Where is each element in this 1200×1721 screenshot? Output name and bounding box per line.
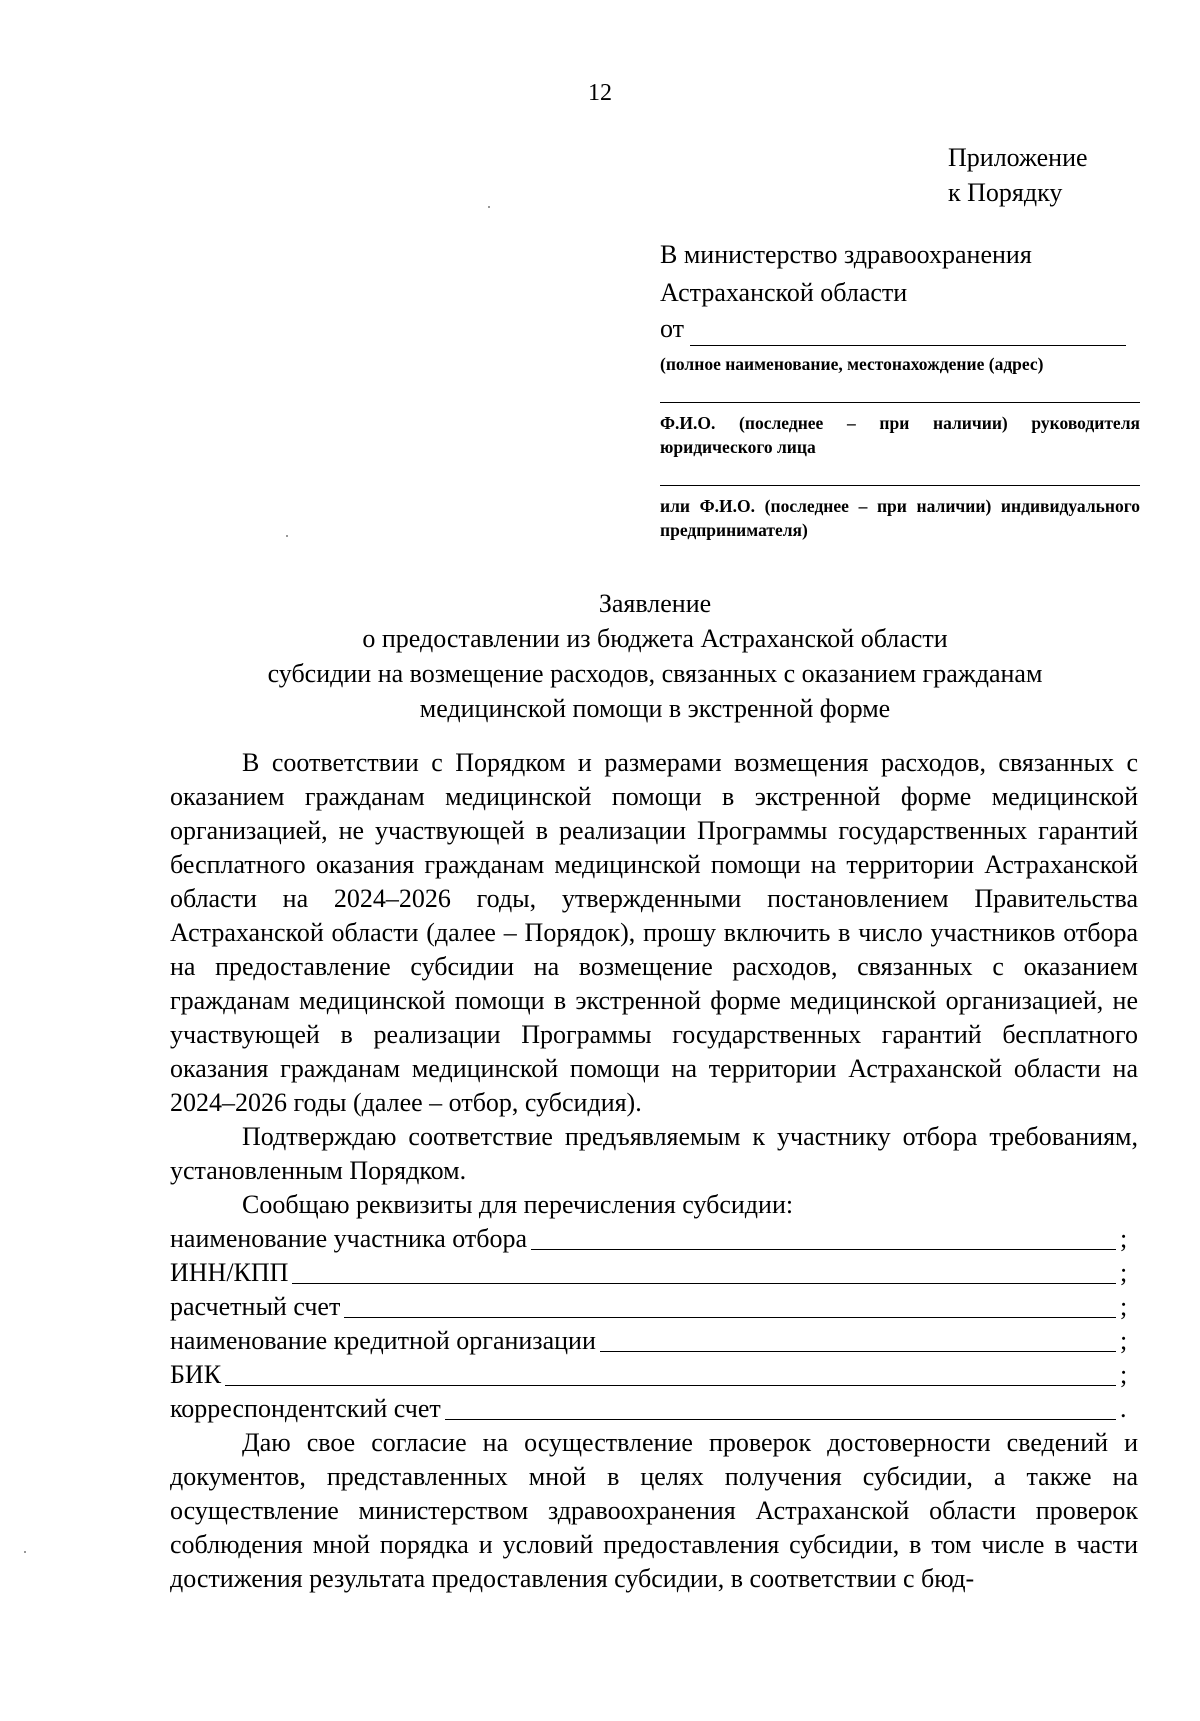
- requisite-label: наименование участника отбора: [170, 1224, 528, 1253]
- paragraph-consent: Даю свое согласие на осуществление проверок достоверности сведений и документов, представленных мной в целях получения субсидии, а также на осуществление министерством здравоохранения Астраханской области проверок соблюдения мной порядка и условий предоставления субсидии, в том числе в части достижения результата предоставления субсидии, в соответствии с бюд-: [170, 1428, 1138, 1593]
- requisite-blank-field[interactable]: [344, 1295, 1116, 1318]
- page-number: 12: [588, 80, 612, 106]
- requisite-label: БИК: [170, 1360, 222, 1389]
- requisite-end-mark: ;: [1120, 1258, 1128, 1287]
- caption-entrepreneur-name: или Ф.И.О. (последнее – при наличии) индивидуального предпринимателя): [660, 496, 1140, 540]
- from-row: [660, 312, 1140, 346]
- requisite-blank-field[interactable]: [292, 1261, 1116, 1284]
- requisite-credit-organization: [170, 1324, 1138, 1358]
- requisite-end-mark: ;: [1120, 1360, 1128, 1389]
- appendix-heading: [948, 140, 1088, 210]
- requisite-end-mark: ;: [1120, 1292, 1128, 1321]
- scan-speck: [24, 1551, 26, 1553]
- requisite-label: ИНН/КПП: [170, 1258, 289, 1287]
- requisite-end-mark: ;: [1120, 1326, 1128, 1355]
- requisite-blank-field[interactable]: [600, 1329, 1116, 1352]
- paragraph-requisites-intro: Сообщаю реквизиты для перечисления субсидии:: [242, 1190, 794, 1219]
- document-title: [170, 586, 1140, 726]
- title-line-3: субсидии на возмещение расходов, связанных с оказанием гражданам: [267, 659, 1043, 688]
- requisite-settlement-account: [170, 1290, 1138, 1324]
- requisite-blank-field[interactable]: [445, 1397, 1116, 1420]
- blank-line-entrepreneur[interactable]: [660, 485, 1140, 486]
- requisite-correspondent-account: [170, 1392, 1138, 1426]
- addressee-line-1: В министерство здравоохранения: [660, 240, 1032, 269]
- requisite-end-mark: ;: [1120, 1224, 1128, 1253]
- scan-speck: [286, 535, 288, 537]
- appendix-line-2: к Порядку: [948, 178, 1063, 207]
- paragraph-confirmation: Подтверждаю соответствие предъявляемым к участнику отбора требованиям, установленным Порядком.: [170, 1122, 1138, 1185]
- requisite-blank-field[interactable]: [531, 1227, 1116, 1250]
- from-blank-field[interactable]: [690, 321, 1126, 346]
- requisite-label: наименование кредитной организации: [170, 1326, 596, 1355]
- requisite-end-mark: .: [1120, 1394, 1127, 1423]
- document-body: [170, 746, 1138, 1596]
- requisite-label: корреспондентский счет: [170, 1394, 441, 1423]
- appendix-line-1: Приложение: [948, 143, 1088, 172]
- paragraph-request: В соответствии с Порядком и размерами возмещения расходов, связанных с оказанием гражданам медицинской помощи в экстренной форме медицинской организацией, не участвующей в реализации Программы государственных гарантий бесплатного оказания гражданам медицинской помощи на территории Астраханской области на 2024–2026 годы, утвержденными постановлением Правительства Астраханской области (далее – Порядок), прошу включить в число участников отбора на предоставление субсидии на возмещение расходов, связанных с оказанием гражданам медицинской помощи в экстренной форме медицинской организацией, не участвующей в реализации Программы государственных гарантий бесплатного оказания гражданам медицинской помощи на территории Астраханской области на 2024–2026 годы (далее – отбор, субсидия).: [170, 748, 1138, 1117]
- requisite-label: расчетный счет: [170, 1292, 341, 1321]
- caption-full-name-address: (полное наименование, местонахождение (адрес): [660, 354, 1044, 374]
- addressee-block: [660, 236, 1140, 542]
- requisite-bik: [170, 1358, 1138, 1392]
- title-line-4: медицинской помощи в экстренной форме: [419, 694, 891, 723]
- title-line-2: о предоставлении из бюджета Астраханской области: [362, 624, 948, 653]
- title-line-1: Заявление: [598, 589, 712, 618]
- from-label: от: [660, 314, 685, 343]
- addressee-line-2: Астраханской области: [660, 278, 908, 307]
- requisite-blank-field[interactable]: [225, 1363, 1116, 1386]
- requisite-participant-name: [170, 1222, 1138, 1256]
- caption-head-name: Ф.И.О. (последнее – при наличии) руководителя юридического лица: [660, 413, 1140, 457]
- blank-line-head[interactable]: [660, 402, 1140, 403]
- requisite-inn-kpp: [170, 1256, 1138, 1290]
- scan-speck: [488, 206, 490, 208]
